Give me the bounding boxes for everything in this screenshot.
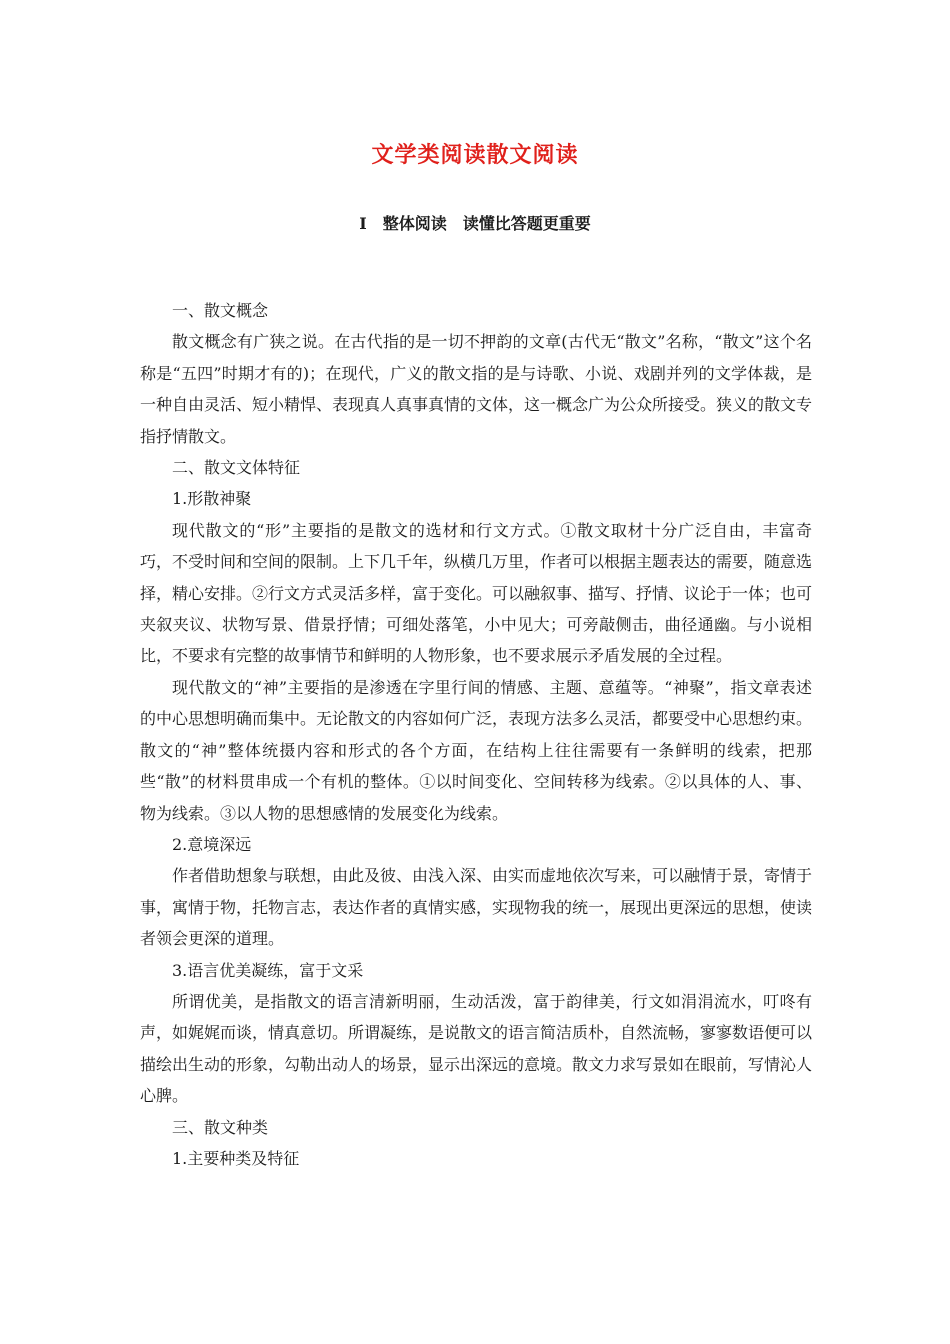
heading-essay-concept: 一、散文概念 — [172, 301, 269, 320]
document-title: 文学类阅读散文阅读 — [371, 142, 579, 168]
paragraph: 现代散文的“形”主要指的是散文的选材和行文方式。①散文取材十分广泛自由，丰富奇巧，不受时间和空间的限制。上下几千年，纵横几万里，作者可以根据主题表达的需要，随意选择，精心安排。②行文方式灵活多样，富于变化。可以融叙事、描写、抒情、议论于一体；也可夹叙夹议、状物写景、借景抒情；可细处落笔，小中见大；可旁敲侧击，曲径通幽。与小说相比，不要求有完整的故事情节和鲜明的人物形象，也不要求展示矛盾发展的全过程。 — [140, 520, 813, 666]
heading-essay-features: 二、散文文体特征 — [172, 458, 301, 478]
subheading: 2.意境深远 — [172, 834, 252, 854]
subheading: 1.主要种类及特征 — [172, 1148, 300, 1168]
paragraph: 现代散文的“神”主要指的是渗透在字里行间的情感、主题、意蕴等。“神聚”，指文章表述的中心思想明确而集中。无论散文的内容如何广泛，表现方法多么灵活，都要受中心思想约束。散文的“神”整体统摄内容和形式的各个方面，在结构上往往需要有一条鲜明的线索，把那些“散”的材料贯串成一个有机的整体。①以时间变化、空间转移为线索。②以具体的人、事、物为线索。③以人物的思想感情的发展变化为线索。 — [140, 677, 813, 823]
section-subtitle-text: 整体阅读 读懂比答题更重要 — [382, 214, 591, 233]
section-subtitle — [0, 211, 950, 234]
document-body — [140, 295, 812, 1174]
heading-essay-types: 三、散文种类 — [172, 1117, 269, 1137]
paragraph: 所谓优美，是指散文的语言清新明丽，生动活泼，富于韵律美，行文如涓涓流水，叮咚有声，如娓娓而谈，情真意切。所谓凝练，是说散文的语言简洁质朴，自然流畅，寥寥数语便可以描绘出生动的形象，勾勒出动人的场景，显示出深远的意境。散文力求写景如在眼前，写情沁人心脾。 — [140, 991, 813, 1106]
subheading: 3.语言优美凝练，富于文采 — [172, 960, 364, 980]
paragraph: 作者借助想象与联想，由此及彼、由浅入深、由实而虚地依次写来，可以融情于景，寄情于事，寓情于物，托物言志，表达作者的真情实感，实现物我的统一，展现出更深远的思想，使读者领会更深的道理。 — [140, 866, 813, 949]
paragraph: 散文概念有广狭之说。在古代指的是一切不押韵的文章(古代无“散文”名称，“散文”这个名称是“五四”时期才有的)；在现代，广义的散文指的是与诗歌、小说、戏剧并列的文学体裁，是一种自由灵活、短小精悍、表现真人真事真情的文体，这一概念广为公众所接受。狭义的散文专指抒情散文。 — [140, 332, 813, 446]
subheading: 1.形散神聚 — [172, 489, 252, 509]
section-numeral: Ⅰ — [359, 214, 367, 233]
